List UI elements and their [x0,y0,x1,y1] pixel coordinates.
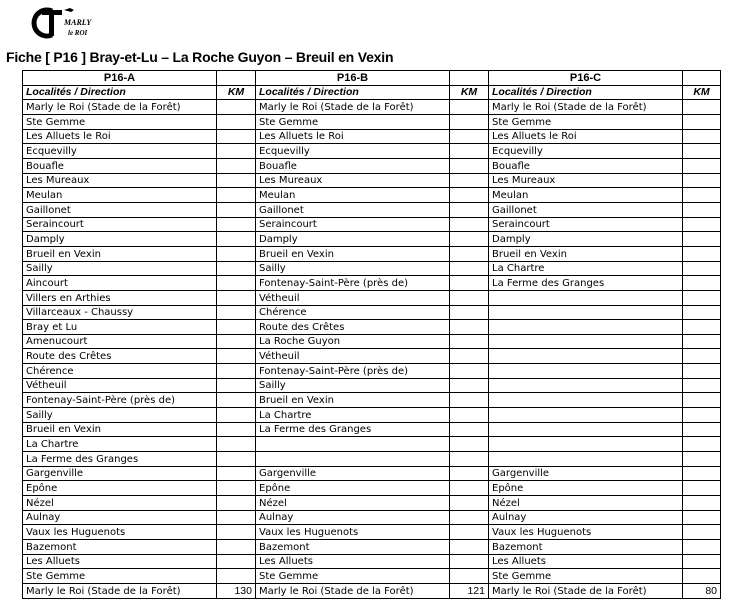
km-cell [217,305,256,320]
route-header-spacer [683,71,721,86]
table-row [23,305,721,320]
km-cell [217,158,256,173]
km-cell [683,569,721,584]
route-header: P16-A [23,71,217,86]
table-row [23,452,721,467]
km-cell [217,173,256,188]
locality-cell: Brueil en Vexin [23,246,217,261]
km-cell [683,158,721,173]
locality-cell: Aulnay [489,510,683,525]
km-cell [217,466,256,481]
km-cell [217,144,256,159]
svg-text:le ROI: le ROI [68,29,88,37]
km-cell [450,276,489,291]
km-cell [450,144,489,159]
locality-cell: Gargenville [489,466,683,481]
localites-header: Localités / Direction [489,85,683,100]
locality-cell [256,452,450,467]
km-cell [217,276,256,291]
locality-cell: Seraincourt [489,217,683,232]
km-cell [217,364,256,379]
locality-cell: Bazemont [489,540,683,555]
locality-cell: Aulnay [256,510,450,525]
km-cell [450,129,489,144]
locality-cell: La Ferme des Granges [23,452,217,467]
locality-cell: Les Alluets [489,554,683,569]
km-cell [450,364,489,379]
locality-cell: Vaux les Huguenots [489,525,683,540]
km-cell [683,129,721,144]
locality-cell: Epône [256,481,450,496]
locality-cell: Les Alluets [256,554,450,569]
table-row [23,276,721,291]
locality-cell: Brueil en Vexin [489,246,683,261]
locality-cell: Gargenville [23,466,217,481]
locality-cell: Fontenay-Saint-Père (près de) [256,364,450,379]
locality-cell: Villers en Arthies [23,290,217,305]
locality-cell: Bazemont [23,540,217,555]
locality-cell: La Chartre [489,261,683,276]
km-cell [683,349,721,364]
table-row [23,554,721,569]
km-cell [683,290,721,305]
km-cell [217,100,256,115]
km-cell [217,246,256,261]
locality-cell: Meulan [489,188,683,203]
locality-cell: Ste Gemme [23,569,217,584]
locality-cell [489,320,683,335]
locality-cell: Sailly [256,261,450,276]
km-cell [217,202,256,217]
km-cell [450,525,489,540]
locality-cell: La Chartre [23,437,217,452]
locality-cell: Chérence [23,364,217,379]
locality-cell: Ecquevilly [489,144,683,159]
locality-cell: Ecquevilly [256,144,450,159]
km-cell [450,305,489,320]
locality-cell: Seraincourt [256,217,450,232]
km-cell [683,496,721,511]
km-cell [450,202,489,217]
locality-cell: Aincourt [23,276,217,291]
km-cell [683,173,721,188]
table-row [23,188,721,203]
locality-cell: Bouafle [489,158,683,173]
km-cell [450,481,489,496]
km-cell [217,334,256,349]
club-logo [30,6,110,40]
km-cell [683,466,721,481]
km-cell: 130 [217,583,256,598]
km-cell [450,334,489,349]
locality-cell [489,408,683,423]
locality-cell: Les Mureaux [489,173,683,188]
locality-cell: Ste Gemme [489,569,683,584]
km-cell [683,232,721,247]
km-cell [217,129,256,144]
route-header: P16-C [489,71,683,86]
km-cell [450,173,489,188]
km-cell [217,481,256,496]
locality-cell: La Ferme des Granges [256,422,450,437]
km-cell [450,349,489,364]
km-cell [683,305,721,320]
km-cell [217,554,256,569]
km-cell [450,466,489,481]
locality-cell: Les Mureaux [256,173,450,188]
table-row [23,583,721,598]
page-title: Fiche [ P16 ] Bray-et-Lu – La Roche Guyon – Breuil en Vexin [6,49,394,65]
km-cell [683,408,721,423]
km-cell [217,422,256,437]
locality-cell: Fontenay-Saint-Père (près de) [23,393,217,408]
locality-cell: Brueil en Vexin [23,422,217,437]
km-cell [683,554,721,569]
locality-cell [489,378,683,393]
locality-cell: Sailly [256,378,450,393]
locality-cell: Les Alluets le Roi [23,129,217,144]
locality-cell [256,437,450,452]
km-cell [683,364,721,379]
locality-cell [489,290,683,305]
km-cell [683,510,721,525]
locality-cell: Damply [256,232,450,247]
locality-cell: Vétheuil [256,290,450,305]
table-row [23,510,721,525]
km-header: KM [450,85,489,100]
locality-cell: Vaux les Huguenots [256,525,450,540]
locality-cell: Bray et Lu [23,320,217,335]
locality-cell: Nézel [256,496,450,511]
table-row [23,202,721,217]
km-cell [450,437,489,452]
locality-cell: Ste Gemme [256,114,450,129]
route-header-spacer [217,71,256,86]
locality-cell: Marly le Roi (Stade de la Forêt) [489,583,683,598]
km-cell [450,246,489,261]
km-cell: 80 [683,583,721,598]
km-cell [217,569,256,584]
km-cell [450,393,489,408]
table-row [23,290,721,305]
locality-cell: Gaillonet [23,202,217,217]
locality-cell: Seraincourt [23,217,217,232]
locality-cell: Ste Gemme [256,569,450,584]
table-row [23,481,721,496]
table-row [23,158,721,173]
locality-cell: Aulnay [23,510,217,525]
locality-cell: Vaux les Huguenots [23,525,217,540]
km-header: KM [217,85,256,100]
km-cell [217,408,256,423]
km-cell [217,320,256,335]
locality-cell [489,393,683,408]
km-cell [217,437,256,452]
table-row [23,364,721,379]
locality-cell: Sailly [23,261,217,276]
km-cell [450,290,489,305]
km-cell [683,276,721,291]
header-row-columns [23,85,721,100]
table-row [23,349,721,364]
km-cell [450,261,489,276]
locality-cell: Marly le Roi (Stade de la Forêt) [489,100,683,115]
km-cell [450,540,489,555]
locality-cell: Les Mureaux [23,173,217,188]
km-cell [450,100,489,115]
locality-cell: Fontenay-Saint-Père (près de) [256,276,450,291]
km-cell [217,188,256,203]
locality-cell: Bazemont [256,540,450,555]
locality-cell: Marly le Roi (Stade de la Forêt) [256,100,450,115]
km-cell [683,481,721,496]
km-cell [217,217,256,232]
locality-cell: La Ferme des Granges [489,276,683,291]
km-cell [217,510,256,525]
table-row [23,378,721,393]
locality-cell [489,349,683,364]
km-cell: 121 [450,583,489,598]
locality-cell: Epône [489,481,683,496]
km-cell [683,114,721,129]
locality-cell: Les Alluets [23,554,217,569]
km-cell [450,510,489,525]
table-row [23,144,721,159]
km-cell [217,261,256,276]
locality-cell: Bouafle [23,158,217,173]
km-cell [450,554,489,569]
table-row [23,393,721,408]
table-row [23,217,721,232]
localites-header: Localités / Direction [256,85,450,100]
header-row-route [23,71,721,86]
locality-cell: Nézel [489,496,683,511]
table-row [23,466,721,481]
locality-cell: Brueil en Vexin [256,246,450,261]
svg-text:MARLY: MARLY [64,18,92,27]
locality-cell: Ste Gemme [489,114,683,129]
locality-cell: Vétheuil [23,378,217,393]
locality-cell: Marly le Roi (Stade de la Forêt) [256,583,450,598]
km-cell [217,232,256,247]
km-cell [450,217,489,232]
table-row [23,261,721,276]
table-row [23,232,721,247]
locality-cell: Gaillonet [489,202,683,217]
locality-cell: Meulan [23,188,217,203]
locality-cell: Epône [23,481,217,496]
locality-cell: Damply [489,232,683,247]
table-row [23,422,721,437]
km-cell [683,202,721,217]
table-row [23,173,721,188]
km-cell [683,217,721,232]
locality-cell: Route des Crêtes [256,320,450,335]
table-row [23,246,721,261]
km-cell [683,261,721,276]
localites-header: Localités / Direction [23,85,217,100]
locality-cell [489,305,683,320]
km-cell [683,437,721,452]
table-row [23,114,721,129]
km-cell [217,290,256,305]
locality-cell: Ste Gemme [23,114,217,129]
km-cell [450,188,489,203]
km-cell [217,525,256,540]
locality-cell [489,422,683,437]
locality-cell [489,452,683,467]
table-row [23,408,721,423]
locality-cell: Route des Crêtes [23,349,217,364]
km-cell [450,158,489,173]
km-cell [683,393,721,408]
km-cell [450,232,489,247]
locality-cell: Villarceaux - Chaussy [23,305,217,320]
locality-cell [489,437,683,452]
km-cell [683,320,721,335]
route-header: P16-B [256,71,450,86]
km-cell [450,452,489,467]
km-cell [450,496,489,511]
km-cell [683,144,721,159]
locality-cell: Les Alluets le Roi [489,129,683,144]
locality-cell: Nézel [23,496,217,511]
locality-cell: Gargenville [256,466,450,481]
km-cell [217,452,256,467]
table-row [23,334,721,349]
km-cell [450,114,489,129]
km-cell [217,540,256,555]
km-cell [450,320,489,335]
km-cell [217,496,256,511]
locality-cell: Chérence [256,305,450,320]
km-cell [683,452,721,467]
km-cell [450,569,489,584]
table-row [23,129,721,144]
locality-cell [489,334,683,349]
km-cell [217,393,256,408]
table-row [23,569,721,584]
locality-cell: Ecquevilly [23,144,217,159]
km-header: KM [683,85,721,100]
km-cell [683,422,721,437]
locality-cell: Amenucourt [23,334,217,349]
km-cell [217,114,256,129]
km-cell [683,540,721,555]
table-row [23,540,721,555]
locality-cell: Gaillonet [256,202,450,217]
locality-cell: La Chartre [256,408,450,423]
locality-cell: Meulan [256,188,450,203]
locality-cell: Vétheuil [256,349,450,364]
locality-cell: La Roche Guyon [256,334,450,349]
km-cell [683,334,721,349]
table-row [23,100,721,115]
km-cell [683,378,721,393]
locality-cell [489,364,683,379]
km-cell [683,188,721,203]
route-header-spacer [450,71,489,86]
table-row [23,525,721,540]
locality-cell: Marly le Roi (Stade de la Forêt) [23,583,217,598]
table-row [23,496,721,511]
locality-cell: Damply [23,232,217,247]
locality-cell: Les Alluets le Roi [256,129,450,144]
table-row [23,437,721,452]
km-cell [450,408,489,423]
table-row [23,320,721,335]
locality-cell: Brueil en Vexin [256,393,450,408]
km-cell [450,378,489,393]
km-cell [217,378,256,393]
km-cell [683,100,721,115]
locality-cell: Marly le Roi (Stade de la Forêt) [23,100,217,115]
locality-cell: Bouafle [256,158,450,173]
km-cell [683,525,721,540]
km-cell [217,349,256,364]
locality-cell: Sailly [23,408,217,423]
route-table [22,70,721,599]
km-cell [683,246,721,261]
km-cell [450,422,489,437]
